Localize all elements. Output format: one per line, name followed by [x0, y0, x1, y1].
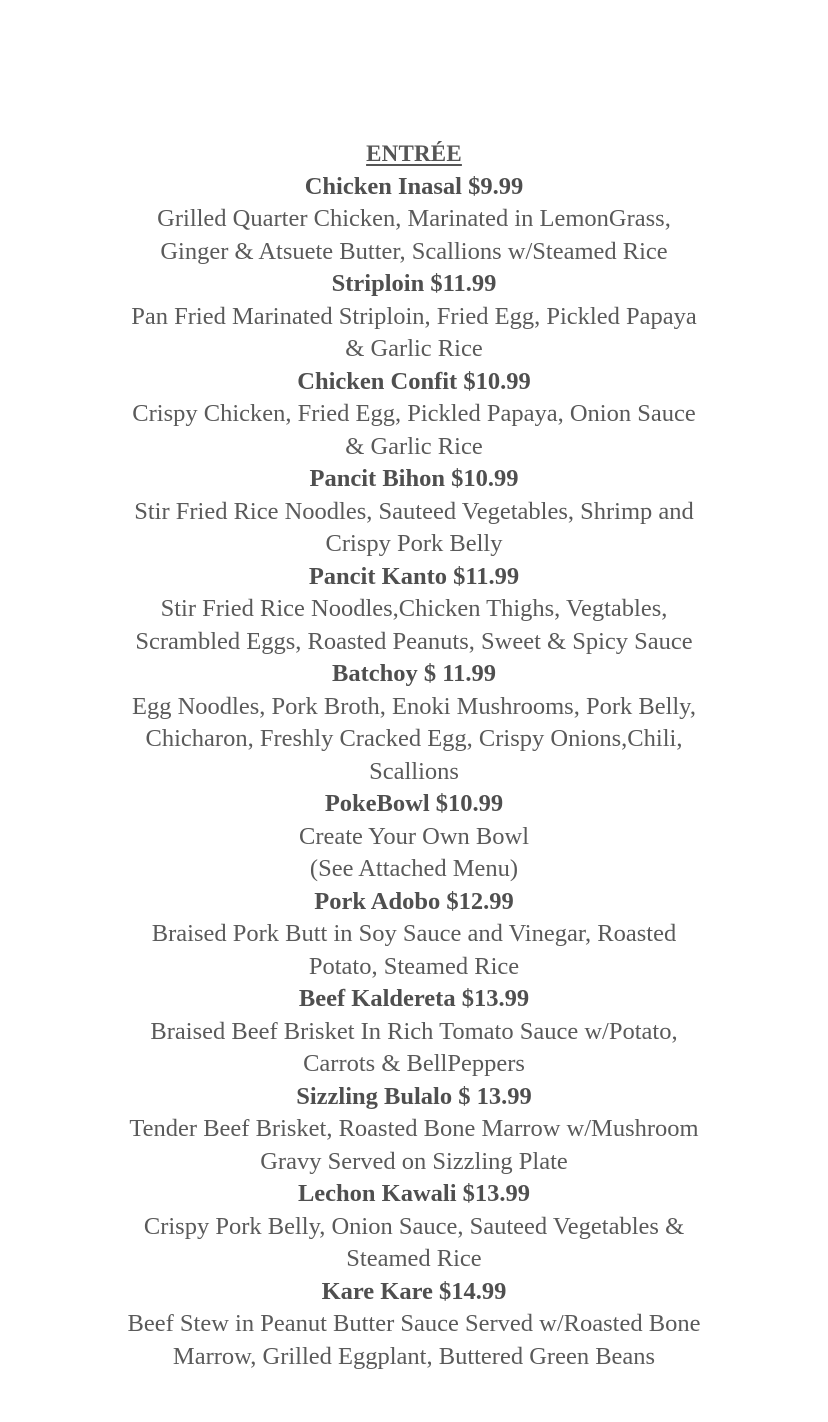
menu-item: [0, 658, 828, 788]
menu-item: [0, 983, 828, 1081]
item-description-line: Crispy Pork Belly: [325, 530, 503, 557]
item-description-line: Braised Beef Brisket In Rich Tomato Sauce w/Potato,: [150, 1017, 678, 1045]
item-title: Pancit Kanto $11.99: [308, 562, 520, 590]
item-description-line: Scallions: [369, 757, 459, 785]
item-description-line: Marrow, Grilled Eggplant, Buttered Green Beans: [172, 1342, 656, 1370]
item-title: Pork Adobo $12.99: [314, 887, 514, 915]
item-title: Batchoy $ 11.99: [331, 660, 497, 687]
item-description-line: Braised Pork Butt in Soy Sauce and Vinegar, Roasted: [151, 920, 677, 947]
item-title: Sizzling Bulalo $ 13.99: [296, 1082, 532, 1110]
item-title: Striploin $11.99: [331, 270, 497, 297]
menu-item: [0, 1178, 828, 1276]
item-description-line: Create Your Own Bowl: [298, 822, 530, 850]
item-title: Lechon Kawali $13.99: [297, 1180, 531, 1207]
item-description-line: Scrambled Eggs, Roasted Peanuts, Sweet & Spicy Sauce: [135, 627, 693, 655]
item-description-line: Carrots & BellPeppers: [303, 1050, 525, 1077]
menu-item: [0, 1276, 828, 1374]
item-description-line: (See Attached Menu): [309, 855, 519, 882]
item-description-line: Pan Fried Marinated Striploin, Fried Egg, Pickled Papaya: [131, 302, 697, 330]
menu-item: [0, 1081, 828, 1179]
item-description-line: Crispy Pork Belly, Onion Sauce, Sauteed Vegetables &: [143, 1212, 685, 1240]
item-title: Chicken Inasal $9.99: [304, 172, 524, 200]
item-description-line: Grilled Quarter Chicken, Marinated in LemonGrass,: [157, 205, 671, 232]
item-title: Beef Kaldereta $13.99: [298, 985, 530, 1012]
item-description-line: Steamed Rice: [346, 1245, 482, 1272]
menu-item: [0, 171, 828, 269]
item-description-line: Stir Fried Rice Noodles, Sauteed Vegetables, Shrimp and: [134, 497, 694, 525]
item-description-line: Chicharon, Freshly Cracked Egg, Crispy Onions,Chili,: [145, 725, 683, 752]
item-title: Chicken Confit $10.99: [297, 367, 531, 395]
item-description-line: Egg Noodles, Pork Broth, Enoki Mushrooms, Pork Belly,: [132, 692, 696, 720]
item-description-line: Potato, Steamed Rice: [308, 952, 520, 980]
menu-item: [0, 463, 828, 561]
item-description-line: Ginger & Atsuete Butter, Scallions w/Steamed Rice: [160, 237, 668, 265]
section-title: ENTRÉE: [366, 141, 462, 166]
item-description-line: & Garlic Rice: [345, 335, 483, 362]
menu-page: [0, 138, 828, 1373]
item-description-line: Stir Fried Rice Noodles,Chicken Thighs, Vegtables,: [160, 595, 668, 622]
menu-item: [0, 886, 828, 984]
item-title: PokeBowl $10.99: [324, 790, 504, 817]
item-title: Pancit Bihon $10.99: [309, 465, 519, 492]
item-description-line: Crispy Chicken, Fried Egg, Pickled Papaya, Onion Sauce: [132, 400, 696, 427]
menu-item: [0, 366, 828, 464]
item-description-line: & Garlic Rice: [345, 432, 483, 460]
item-description-line: Beef Stew in Peanut Butter Sauce Served w/Roasted Bone: [127, 1310, 701, 1337]
menu-item: [0, 268, 828, 366]
menu-item: [0, 788, 828, 886]
item-description-line: Tender Beef Brisket, Roasted Bone Marrow w/Mushroom: [129, 1115, 699, 1142]
menu-item: [0, 561, 828, 659]
item-description-line: Gravy Served on Sizzling Plate: [260, 1147, 568, 1175]
item-title: Kare Kare $14.99: [321, 1277, 507, 1305]
